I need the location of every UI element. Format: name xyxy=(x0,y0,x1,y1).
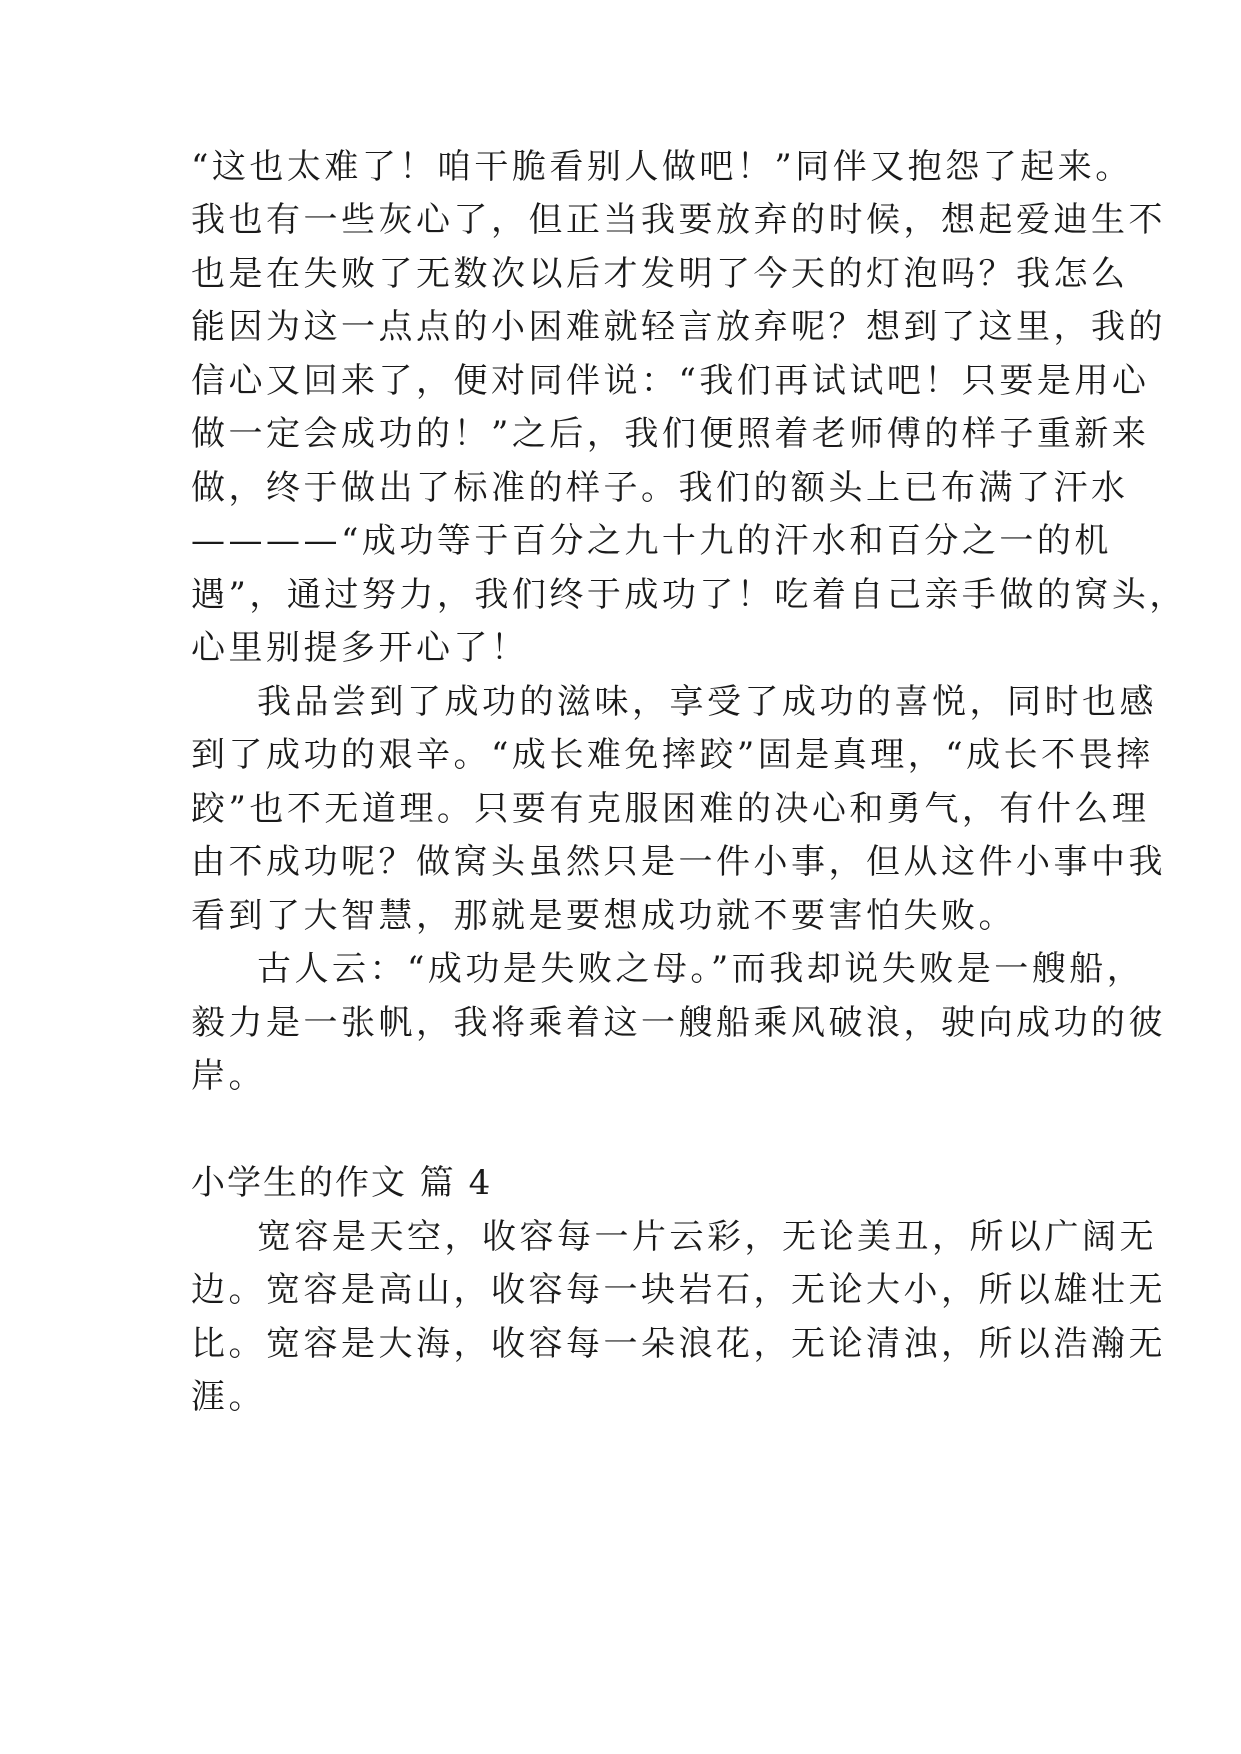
text-line: 信心又回来了，便对同伴说：“我们再试试吧！只要是用心 xyxy=(191,361,1150,401)
text-line: ————“成功等于百分之九十九的汗水和百分之一的机 xyxy=(191,521,1112,561)
paragraph-first-line: 古人云：“成功是失败之母。”而我却说失败是一艘船， xyxy=(257,949,1145,989)
text-line: 心里别提多开心了！ xyxy=(191,628,529,668)
text-line: 到了成功的艰辛。“成长难免摔跤”固是真理，“成长不畏摔 xyxy=(191,735,1154,775)
text-line: 毅力是一张帆，我将乘着这一艘船乘风破浪，驶向成功的彼 xyxy=(191,1003,1166,1043)
text-line: “这也太难了！咱干脆看别人做吧！”同伴又抱怨了起来。 xyxy=(191,147,1133,187)
text-line: 也是在失败了无数次以后才发明了今天的灯泡吗？我怎么 xyxy=(191,254,1129,294)
text-line: 我也有一些灰心了，但正当我要放弃的时候，想起爱迪生不 xyxy=(191,200,1166,240)
text-line: 做一定会成功的！”之后，我们便照着老师傅的样子重新来 xyxy=(191,414,1150,454)
text-line: 看到了大智慧，那就是要想成功就不要害怕失败。 xyxy=(191,896,1016,936)
section-heading: 小学生的作文 篇 4 xyxy=(191,1163,493,1203)
text-line: 做，终于做出了标准的样子。我们的额头上已布满了汗水 xyxy=(191,468,1129,508)
text-line: 跤”也不无道理。只要有克服困难的决心和勇气，有什么理 xyxy=(191,789,1150,829)
text-line: 岸。 xyxy=(191,1056,266,1096)
text-line: 由不成功呢？做窝头虽然只是一件小事，但从这件小事中我 xyxy=(191,842,1166,882)
text-line: 比。宽容是大海，收容每一朵浪花，无论清浊，所以浩瀚无 xyxy=(191,1324,1166,1364)
paragraph-first-line: 我品尝到了成功的滋味，享受了成功的喜悦，同时也感 xyxy=(257,682,1157,722)
text-line: 边。宽容是高山，收容每一块岩石，无论大小，所以雄壮无 xyxy=(191,1270,1166,1310)
text-line: 遇”，通过努力，我们终于成功了！吃着自己亲手做的窝头， xyxy=(191,575,1187,615)
text-line: 涯。 xyxy=(191,1377,266,1417)
text-line: 能因为这一点点的小困难就轻言放弃呢？想到了这里，我的 xyxy=(191,307,1166,347)
paragraph-first-line: 宽容是天空，收容每一片云彩，无论美丑，所以广阔无 xyxy=(257,1217,1157,1257)
